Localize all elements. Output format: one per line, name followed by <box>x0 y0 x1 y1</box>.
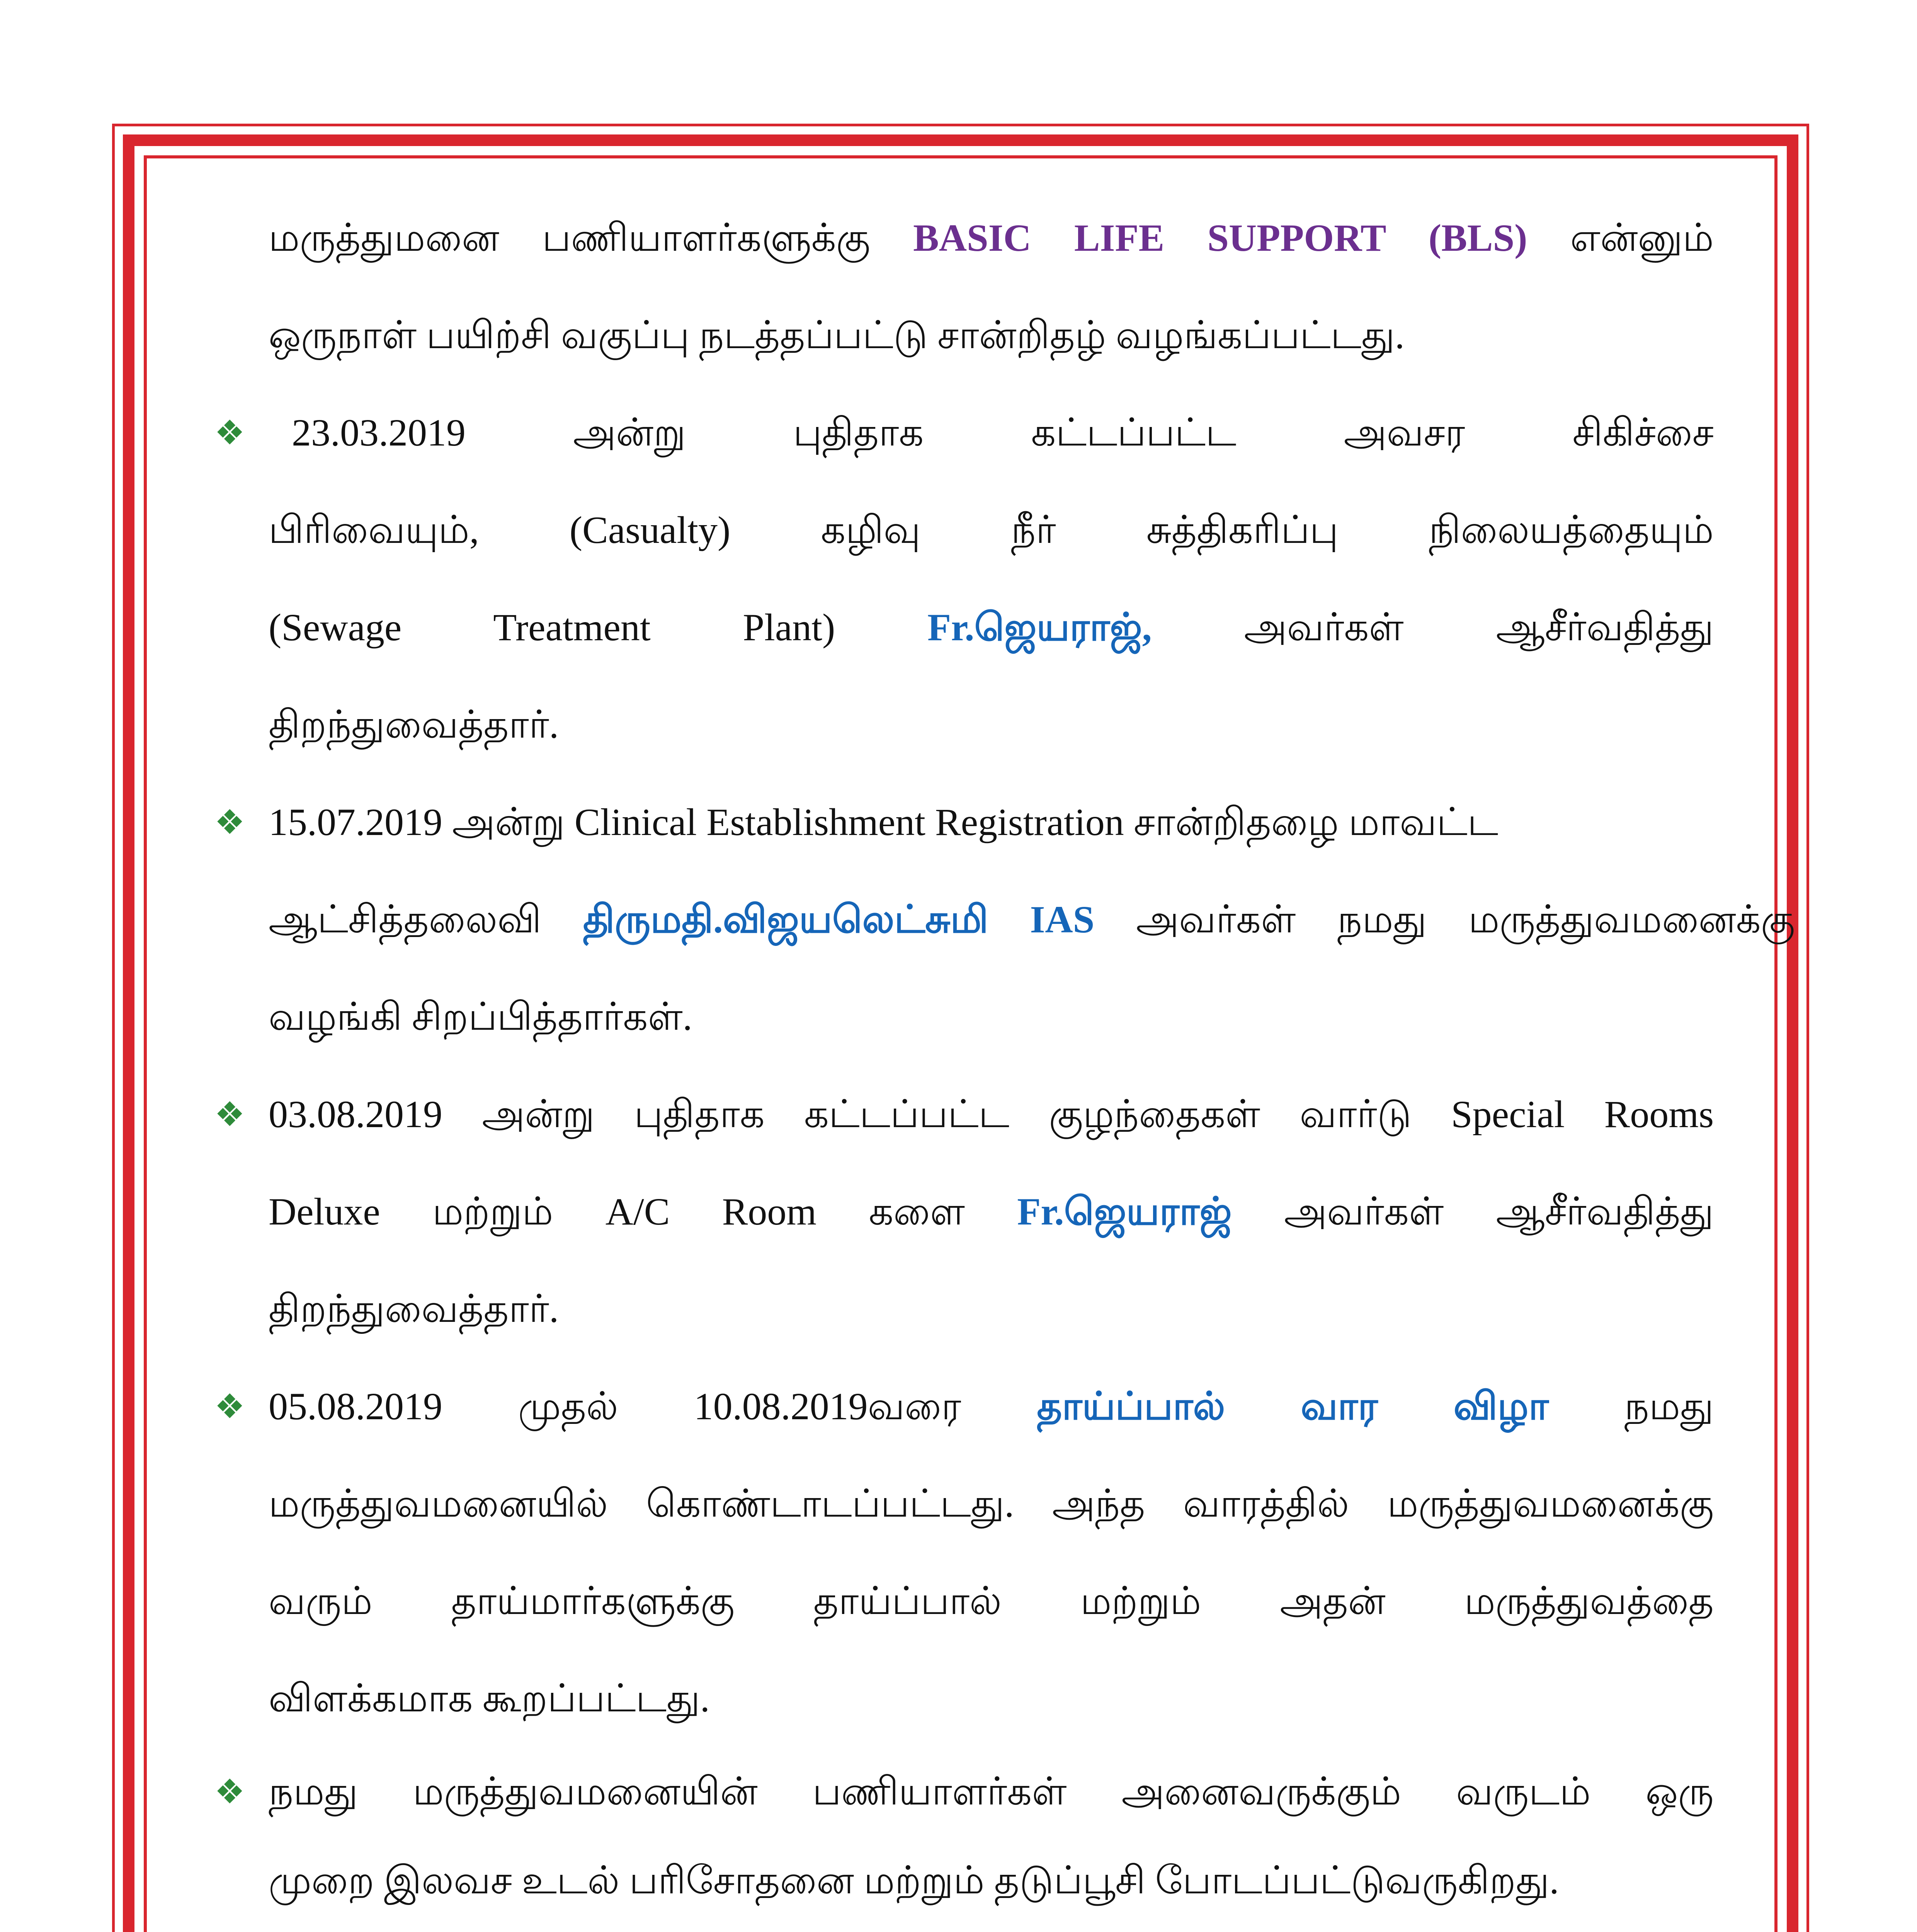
diamond-flower-icon: ❖ <box>214 1386 245 1426</box>
bullet-item-1: ❖ 23.03.2019 அன்று புதிதாக கட்டப்பட்ட அவசர சிகிச்சை பிரிவையும், (Casualty) கழிவு நீர் சுத்திகரிப்பு நிலையத்தையும் (Sewage Treatment Plant) Fr.ஜெயராஜ், அவர்கள் ஆசீர்வதித்து திறந்துவைத்தார். <box>269 384 1714 774</box>
diamond-flower-icon: ❖ <box>214 1772 245 1811</box>
bullet-item-4: ❖ 05.08.2019 முதல் 10.08.2019வரை தாய்ப்பால் வார விழா நமது மருத்துவமனையில் கொண்டாடப்பட்டது. அந்த வாரத்தில் மருத்துவமனைக்கு வரும் தாய்மார்களுக்கு தாய்ப்பால் மற்றும் அதன் மருத்துவத்தை விளக்கமாக கூறப்பட்டது. <box>269 1358 1714 1747</box>
intro-paragraph <box>269 189 1714 384</box>
bullet-item-3: ❖ 03.08.2019 அன்று புதிதாக கட்டப்பட்ட குழந்தைகள் வார்டு Special Rooms Deluxe மற்றும் A/C Room களை Fr.ஜெயராஜ் அவர்கள் ஆசீர்வதித்து திறந்துவைத்தார். <box>269 1066 1714 1358</box>
bullet-item-2: ❖ 15.07.2019 அன்று Clinical Establishment Registration சான்றிதழை மாவட்ட ஆட்சித்தலைவி திருமதி.விஜயலெட்சுமி IAS அவர்கள் நமது மருத்துவமனைக்கு வழங்கி சிறப்பித்தார்கள். <box>269 774 1714 1066</box>
diamond-flower-icon: ❖ <box>214 1094 245 1134</box>
bullet-item-5: ❖ நமது மருத்துவமனையின் பணியாளர்கள் அனைவருக்கும் வருடம் ஒரு முறை இலவச உடல் பரிசோதனை மற்றும் தடுப்பூசி போடப்பட்டுவருகிறது. <box>269 1747 1714 1925</box>
diamond-flower-icon: ❖ <box>214 413 245 452</box>
intro-line-1: மருத்துமனை பணியாளர்களுக்கு BASIC LIFE SUPPORT (BLS) என்னும் <box>269 216 1714 259</box>
bls-highlight: BASIC LIFE SUPPORT (BLS) <box>913 216 1527 259</box>
breastfeeding-week-highlight: தாய்ப்பால் வார விழா <box>1037 1385 1549 1428</box>
fr-jeyaraj-highlight: Fr.ஜெயராஜ் <box>1017 1190 1232 1233</box>
diamond-flower-icon: ❖ <box>214 802 245 842</box>
collector-name-highlight: திருமதி.விஜயலெட்சுமி IAS <box>583 898 1095 941</box>
intro-line-2: ஒருநாள் பயிற்சி வகுப்பு நடத்தப்பட்டு சான்றிதழ் வழங்கப்பட்டது. <box>269 314 1405 357</box>
bullet-item-6 <box>269 1925 1714 1932</box>
diamond-flower-icon <box>214 1925 245 1932</box>
fr-jeyaraj-highlight: Fr.ஜெயராஜ், <box>927 606 1152 649</box>
document-body <box>214 185 1795 1932</box>
